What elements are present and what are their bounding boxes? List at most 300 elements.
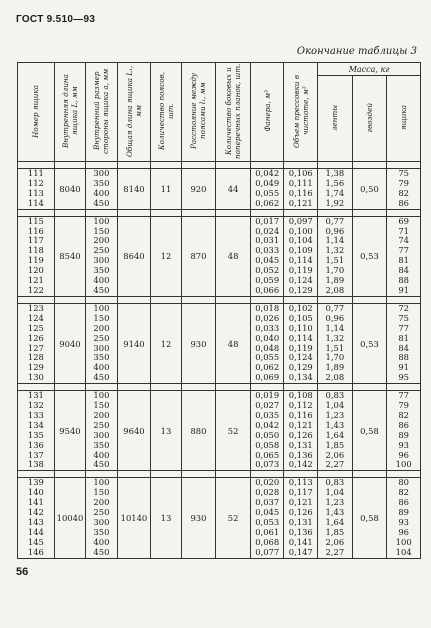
inner-size-cell-value: 100 xyxy=(93,477,110,488)
tape-mass-cell-value: 2,06 xyxy=(325,449,345,460)
tape-mass-cell-value: 2,08 xyxy=(325,284,345,295)
volume-cell-value: 0,113 xyxy=(288,477,313,488)
tape-mass-cell-value: 1,70 xyxy=(325,265,345,276)
box-number-cell-value: 129 xyxy=(27,362,44,373)
volume-cell-value: 0,097 xyxy=(288,215,313,226)
plywood-cell-value: 0,065 xyxy=(255,449,280,460)
inner-size-cell-value: 400 xyxy=(93,275,110,286)
volume-cell-value: 0,112 xyxy=(288,400,313,411)
box-mass-cell-value: 88 xyxy=(398,352,409,363)
belt-distance-cell: 920 xyxy=(181,169,216,210)
box-mass-cell-value: 89 xyxy=(398,429,409,440)
tape-mass-cell-value: 2,27 xyxy=(325,546,345,557)
volume-cell-value: 0,126 xyxy=(288,507,313,518)
plywood-cell-value: 0,053 xyxy=(255,517,280,527)
volume-cell-value: 0,108 xyxy=(288,390,313,401)
plywood-cell-value: 0,037 xyxy=(255,497,280,508)
box-number-cell xyxy=(18,216,55,296)
table-row xyxy=(18,303,421,383)
plywood-cell-value: 0,068 xyxy=(255,536,280,547)
plywood-cell-value: 0,018 xyxy=(255,302,280,313)
inner-size-cell-value: 150 xyxy=(93,225,110,236)
box-mass-cell-value: 89 xyxy=(398,507,409,518)
header-box-mass: ящика xyxy=(387,76,421,162)
tape-mass-cell-value: 2,06 xyxy=(325,536,345,547)
tape-mass-cell-value: 1,32 xyxy=(325,332,345,343)
spacer-cell xyxy=(151,384,181,391)
plywood-cell-value: 0,033 xyxy=(255,322,280,333)
inner-size-cell xyxy=(86,478,117,558)
header-nails: гвоздей xyxy=(352,76,387,162)
box-mass-cell-value: 95 xyxy=(398,372,409,383)
tape-mass-cell xyxy=(318,391,353,471)
spacer-cell xyxy=(352,296,387,303)
spacer-cell xyxy=(216,162,251,169)
box-mass-cell-value: 88 xyxy=(398,275,409,286)
tape-mass-cell-value: 1,32 xyxy=(325,245,345,256)
volume-cell-value: 0,114 xyxy=(288,332,313,343)
box-number-cell-value: 116 xyxy=(27,225,44,236)
box-number-cell-value: 133 xyxy=(27,409,44,420)
plywood-cell-value: 0,077 xyxy=(255,546,280,557)
header-mass-group: Масса, кг xyxy=(318,63,421,76)
volume-cell xyxy=(284,216,318,296)
box-mass-cell-value: 91 xyxy=(398,284,409,295)
box-mass-cell-value: 79 xyxy=(398,400,409,411)
volume-cell-value: 0,117 xyxy=(288,487,313,498)
box-number-cell xyxy=(18,303,55,383)
volume-cell-value: 0,100 xyxy=(288,225,313,236)
tape-mass-cell xyxy=(318,303,353,383)
box-number-cell-value: 125 xyxy=(27,322,44,333)
inner-size-cell-value: 300 xyxy=(93,429,110,440)
spacer-cell xyxy=(151,162,181,169)
box-number-cell-value: 127 xyxy=(27,342,44,353)
plywood-cell-value: 0,066 xyxy=(255,284,280,295)
plywood-cell-value: 0,069 xyxy=(255,372,280,383)
plywood-cell xyxy=(250,216,284,296)
tape-mass-cell xyxy=(318,478,353,558)
inner-size-cell-value: 350 xyxy=(93,177,110,188)
box-number-cell-value: 143 xyxy=(27,517,44,527)
box-number-cell-value: 113 xyxy=(27,187,44,198)
tape-mass-cell-value: 1,14 xyxy=(325,322,345,333)
tape-mass-cell-value: 1,38 xyxy=(325,168,345,178)
group-spacer xyxy=(18,384,421,391)
plywood-cell-value: 0,026 xyxy=(255,312,280,323)
inner-size-cell-value: 450 xyxy=(93,284,110,295)
plywood-cell-value: 0,059 xyxy=(255,275,280,286)
plywood-cell xyxy=(250,169,284,210)
volume-cell xyxy=(284,391,318,471)
tape-mass-cell-value: 1,64 xyxy=(325,517,345,527)
page-number: 56 xyxy=(16,566,29,578)
plywood-cell-value: 0,033 xyxy=(255,245,280,256)
tape-mass-cell-value: 1,14 xyxy=(325,235,345,246)
plywood-cell-value: 0,049 xyxy=(255,177,280,188)
plywood-cell-value: 0,050 xyxy=(255,429,280,440)
volume-cell xyxy=(284,303,318,383)
tape-mass-cell-value: 0,96 xyxy=(325,312,345,323)
tape-mass-cell xyxy=(318,216,353,296)
volume-cell-value: 0,136 xyxy=(288,449,313,460)
tape-mass-cell-value: 1,04 xyxy=(325,400,345,411)
inner-size-cell xyxy=(86,391,117,471)
volume-cell-value: 0,104 xyxy=(288,235,313,246)
header-inner-length: Внутренняя длина ящика L, мм xyxy=(54,63,85,162)
box-number-cell-value: 121 xyxy=(27,275,44,286)
tape-mass-cell-value: 1,74 xyxy=(325,187,345,198)
box-mass-cell-value: 100 xyxy=(395,536,412,547)
box-mass-cell-value: 82 xyxy=(398,409,409,420)
box-number-cell-value: 138 xyxy=(27,459,44,470)
inner-length-cell: 8540 xyxy=(54,216,85,296)
inner-size-cell-value: 450 xyxy=(93,459,110,470)
box-mass-cell-value: 82 xyxy=(398,187,409,198)
box-mass-cell xyxy=(387,216,421,296)
volume-cell-value: 0,110 xyxy=(288,322,313,333)
inner-size-cell-value: 400 xyxy=(93,187,110,198)
inner-size-cell-value: 200 xyxy=(93,235,110,246)
box-mass-cell xyxy=(387,391,421,471)
header-volume: Объем прессовки в чистоте, м³ xyxy=(284,63,318,162)
volume-cell-value: 0,147 xyxy=(288,546,313,557)
volume-cell-value: 0,121 xyxy=(288,497,313,508)
volume-cell xyxy=(284,478,318,558)
box-mass-cell xyxy=(387,478,421,558)
group-spacer xyxy=(18,471,421,478)
box-number-cell-value: 134 xyxy=(27,419,44,430)
inner-size-cell-value: 250 xyxy=(93,245,110,256)
spacer-cell xyxy=(181,162,216,169)
inner-size-cell-value: 350 xyxy=(93,265,110,276)
nails-mass-cell: 0,50 xyxy=(352,169,387,210)
total-length-cell: 10140 xyxy=(117,478,151,558)
tape-mass-cell-value: 1,70 xyxy=(325,352,345,363)
box-number-cell-value: 135 xyxy=(27,429,44,440)
box-mass-cell-value: 71 xyxy=(398,225,409,236)
inner-size-cell-value: 300 xyxy=(93,517,110,527)
box-number-cell-value: 141 xyxy=(27,497,44,508)
plywood-cell-value: 0,024 xyxy=(255,225,280,236)
inner-size-cell-value: 300 xyxy=(93,255,110,266)
box-number-cell-value: 115 xyxy=(27,215,44,226)
box-mass-cell-value: 77 xyxy=(398,245,409,256)
side-planks-cell: 48 xyxy=(216,216,251,296)
box-number-cell-value: 131 xyxy=(27,390,44,401)
box-number-cell-value: 142 xyxy=(27,507,44,518)
box-number-cell-value: 144 xyxy=(27,526,44,537)
volume-cell-value: 0,105 xyxy=(288,312,313,323)
volume-cell-value: 0,106 xyxy=(288,168,313,178)
inner-size-cell-value: 450 xyxy=(93,546,110,557)
plywood-cell-value: 0,027 xyxy=(255,400,280,411)
inner-size-cell-value: 200 xyxy=(93,409,110,420)
inner-size-cell xyxy=(86,303,117,383)
spacer-cell xyxy=(181,296,216,303)
box-mass-cell-value: 104 xyxy=(395,546,412,557)
volume-cell-value: 0,109 xyxy=(288,245,313,256)
belt-count-cell: 12 xyxy=(151,303,181,383)
box-number-cell-value: 124 xyxy=(27,312,44,323)
box-number-cell-value: 137 xyxy=(27,449,44,460)
plywood-cell-value: 0,035 xyxy=(255,409,280,420)
belt-distance-cell: 930 xyxy=(181,303,216,383)
tape-mass-cell xyxy=(318,169,353,210)
spacer-cell xyxy=(54,162,85,169)
box-mass-cell-value: 93 xyxy=(398,517,409,527)
table-caption: Окончание таблицы 3 xyxy=(296,46,417,57)
spacer-cell xyxy=(216,296,251,303)
spacer-cell xyxy=(216,384,251,391)
volume-cell-value: 0,102 xyxy=(288,302,313,313)
box-number-cell-value: 120 xyxy=(27,265,44,276)
tape-mass-cell-value: 1,89 xyxy=(325,362,345,373)
inner-size-cell-value: 250 xyxy=(93,507,110,518)
box-mass-cell-value: 86 xyxy=(398,497,409,508)
box-mass-cell-value: 74 xyxy=(398,235,409,246)
box-mass-cell-value: 81 xyxy=(398,255,409,266)
tape-mass-cell-value: 2,27 xyxy=(325,459,345,470)
box-mass-cell-value: 77 xyxy=(398,390,409,401)
spacer-cell xyxy=(216,471,251,478)
box-mass-cell-value: 81 xyxy=(398,332,409,343)
volume-cell-value: 0,129 xyxy=(288,284,313,295)
inner-size-cell-value: 300 xyxy=(93,342,110,353)
plywood-cell-value: 0,062 xyxy=(255,197,280,208)
plywood-cell-value: 0,040 xyxy=(255,332,280,343)
inner-size-cell-value: 450 xyxy=(93,197,110,208)
volume-cell-value: 0,136 xyxy=(288,526,313,537)
box-mass-cell-value: 86 xyxy=(398,419,409,430)
data-table xyxy=(17,62,421,559)
plywood-cell-value: 0,061 xyxy=(255,526,280,537)
plywood-cell-value: 0,042 xyxy=(255,419,280,430)
inner-size-cell-value: 150 xyxy=(93,400,110,411)
tape-mass-cell-value: 0,77 xyxy=(325,215,345,226)
document-header: ГОСТ 9.510—93 xyxy=(16,14,96,25)
tape-mass-cell-value: 0,83 xyxy=(325,390,345,401)
box-mass-cell xyxy=(387,169,421,210)
inner-size-cell xyxy=(86,169,117,210)
tape-mass-cell-value: 0,96 xyxy=(325,225,345,236)
tape-mass-cell-value: 0,83 xyxy=(325,477,345,488)
box-number-cell-value: 145 xyxy=(27,536,44,547)
tape-mass-cell-value: 1,23 xyxy=(325,497,345,508)
inner-size-cell-value: 350 xyxy=(93,526,110,537)
box-number-cell-value: 139 xyxy=(27,477,44,488)
volume-cell-value: 0,131 xyxy=(288,517,313,527)
plywood-cell xyxy=(250,391,284,471)
plywood-cell-value: 0,045 xyxy=(255,507,280,518)
plywood-cell-value: 0,020 xyxy=(255,477,280,488)
plywood-cell-value: 0,073 xyxy=(255,459,280,470)
volume-cell-value: 0,111 xyxy=(288,177,313,188)
inner-size-cell-value: 300 xyxy=(93,168,110,178)
inner-size-cell xyxy=(86,216,117,296)
total-length-cell: 8140 xyxy=(117,169,151,210)
box-mass-cell-value: 79 xyxy=(398,177,409,188)
volume-cell-value: 0,141 xyxy=(288,536,313,547)
box-number-cell-value: 112 xyxy=(27,177,44,188)
spacer-cell xyxy=(54,384,85,391)
nails-mass-cell: 0,53 xyxy=(352,216,387,296)
box-number-cell-value: 126 xyxy=(27,332,44,343)
total-length-cell: 8640 xyxy=(117,216,151,296)
box-number-cell xyxy=(18,169,55,210)
volume-cell-value: 0,129 xyxy=(288,362,313,373)
inner-length-cell: 8040 xyxy=(54,169,85,210)
tape-mass-cell-value: 1,23 xyxy=(325,409,345,420)
inner-size-cell-value: 100 xyxy=(93,302,110,313)
box-number-cell-value: 132 xyxy=(27,400,44,411)
table-row xyxy=(18,169,421,210)
box-mass-cell-value: 93 xyxy=(398,439,409,450)
inner-size-cell-value: 350 xyxy=(93,352,110,363)
spacer-cell xyxy=(117,162,151,169)
inner-size-cell-value: 250 xyxy=(93,332,110,343)
tape-mass-cell-value: 1,56 xyxy=(325,177,345,188)
volume-cell-value: 0,116 xyxy=(288,409,313,420)
belt-distance-cell: 880 xyxy=(181,391,216,471)
tape-mass-cell-value: 1,43 xyxy=(325,419,345,430)
spacer-cell xyxy=(117,471,151,478)
box-number-cell-value: 146 xyxy=(27,546,44,557)
tape-mass-cell-value: 1,04 xyxy=(325,487,345,498)
box-mass-cell-value: 77 xyxy=(398,322,409,333)
table-row xyxy=(18,478,421,558)
plywood-cell xyxy=(250,478,284,558)
plywood-cell-value: 0,048 xyxy=(255,342,280,353)
tape-mass-cell-value: 2,08 xyxy=(325,372,345,383)
spacer-cell xyxy=(54,296,85,303)
tape-mass-cell-value: 1,43 xyxy=(325,507,345,518)
volume-cell-value: 0,131 xyxy=(288,439,313,450)
volume-cell-value: 0,121 xyxy=(288,419,313,430)
inner-size-cell-value: 150 xyxy=(93,487,110,498)
volume-cell-value: 0,116 xyxy=(288,187,313,198)
box-mass-cell-value: 80 xyxy=(398,477,409,488)
tape-mass-cell-value: 1,51 xyxy=(325,342,345,353)
side-planks-cell: 52 xyxy=(216,391,251,471)
volume-cell-value: 0,134 xyxy=(288,372,313,383)
spacer-cell xyxy=(352,471,387,478)
belt-distance-cell: 870 xyxy=(181,216,216,296)
box-mass-cell xyxy=(387,303,421,383)
volume-cell-value: 0,119 xyxy=(288,342,313,353)
inner-size-cell-value: 100 xyxy=(93,215,110,226)
volume-cell-value: 0,119 xyxy=(288,265,313,276)
plywood-cell-value: 0,017 xyxy=(255,215,280,226)
volume-cell-value: 0,126 xyxy=(288,429,313,440)
nails-mass-cell: 0,58 xyxy=(352,478,387,558)
box-mass-cell-value: 84 xyxy=(398,342,409,353)
box-number-cell-value: 111 xyxy=(27,168,44,178)
total-length-cell: 9640 xyxy=(117,391,151,471)
spacer-cell xyxy=(181,471,216,478)
box-number-cell-value: 136 xyxy=(27,439,44,450)
plywood-cell-value: 0,052 xyxy=(255,265,280,276)
spacer-cell xyxy=(54,209,85,216)
box-mass-cell-value: 96 xyxy=(398,449,409,460)
box-mass-cell-value: 86 xyxy=(398,197,409,208)
header-total-length: Общая длина ящика L₁, мм xyxy=(117,63,151,162)
side-planks-cell: 44 xyxy=(216,169,251,210)
box-number-cell-value: 117 xyxy=(27,235,44,246)
nails-mass-cell: 0,58 xyxy=(352,391,387,471)
spacer-cell xyxy=(216,209,251,216)
group-spacer xyxy=(18,162,421,169)
tape-mass-cell-value: 1,64 xyxy=(325,429,345,440)
inner-length-cell: 9040 xyxy=(54,303,85,383)
header-tape: ленты xyxy=(318,76,353,162)
volume-cell-value: 0,121 xyxy=(288,197,313,208)
box-mass-cell-value: 72 xyxy=(398,302,409,313)
header-inner-size: Внутренний размер стороны ящика a, мм xyxy=(86,63,117,162)
plywood-cell-value: 0,042 xyxy=(255,168,280,178)
header-belt-distance: Расстояние между поясами l₁, мм xyxy=(181,63,216,162)
tape-mass-cell-value: 0,77 xyxy=(325,302,345,313)
header-plywood: Фанера, м³ xyxy=(250,63,284,162)
box-mass-cell-value: 75 xyxy=(398,312,409,323)
spacer-cell xyxy=(352,162,387,169)
inner-length-cell: 10040 xyxy=(54,478,85,558)
spacer-cell xyxy=(151,296,181,303)
spacer-cell xyxy=(117,296,151,303)
tape-mass-cell-value: 1,51 xyxy=(325,255,345,266)
tape-mass-cell-value: 1,85 xyxy=(325,526,345,537)
box-number-cell xyxy=(18,391,55,471)
box-mass-cell-value: 91 xyxy=(398,362,409,373)
plywood-cell-value: 0,062 xyxy=(255,362,280,373)
group-spacer xyxy=(18,209,421,216)
spacer-cell xyxy=(117,384,151,391)
belt-count-cell: 12 xyxy=(151,216,181,296)
spacer-cell xyxy=(181,209,216,216)
box-mass-cell-value: 96 xyxy=(398,526,409,537)
nails-mass-cell: 0,53 xyxy=(352,303,387,383)
box-number-cell-value: 130 xyxy=(27,372,44,383)
side-planks-cell: 52 xyxy=(216,478,251,558)
spacer-cell xyxy=(352,209,387,216)
box-mass-cell-value: 82 xyxy=(398,487,409,498)
plywood-cell xyxy=(250,303,284,383)
inner-size-cell-value: 150 xyxy=(93,312,110,323)
tape-mass-cell-value: 1,89 xyxy=(325,275,345,286)
spacer-cell xyxy=(181,384,216,391)
plywood-cell-value: 0,019 xyxy=(255,390,280,401)
box-number-cell-value: 114 xyxy=(27,197,44,208)
volume-cell xyxy=(284,169,318,210)
box-mass-cell-value: 69 xyxy=(398,215,409,226)
group-spacer xyxy=(18,296,421,303)
total-length-cell: 9140 xyxy=(117,303,151,383)
belt-count-cell: 13 xyxy=(151,478,181,558)
plywood-cell-value: 0,058 xyxy=(255,439,280,450)
volume-cell-value: 0,124 xyxy=(288,352,313,363)
plywood-cell-value: 0,045 xyxy=(255,255,280,266)
volume-cell-value: 0,114 xyxy=(288,255,313,266)
spacer-cell xyxy=(151,471,181,478)
box-number-cell-value: 128 xyxy=(27,352,44,363)
belt-count-cell: 11 xyxy=(151,169,181,210)
box-number-cell-value: 123 xyxy=(27,302,44,313)
box-number-cell-value: 140 xyxy=(27,487,44,498)
plywood-cell-value: 0,031 xyxy=(255,235,280,246)
box-number-cell-value: 122 xyxy=(27,284,44,295)
table-body xyxy=(18,162,421,559)
header-side-planks: Количество боковых и поперечных планок, шт. xyxy=(216,63,251,162)
